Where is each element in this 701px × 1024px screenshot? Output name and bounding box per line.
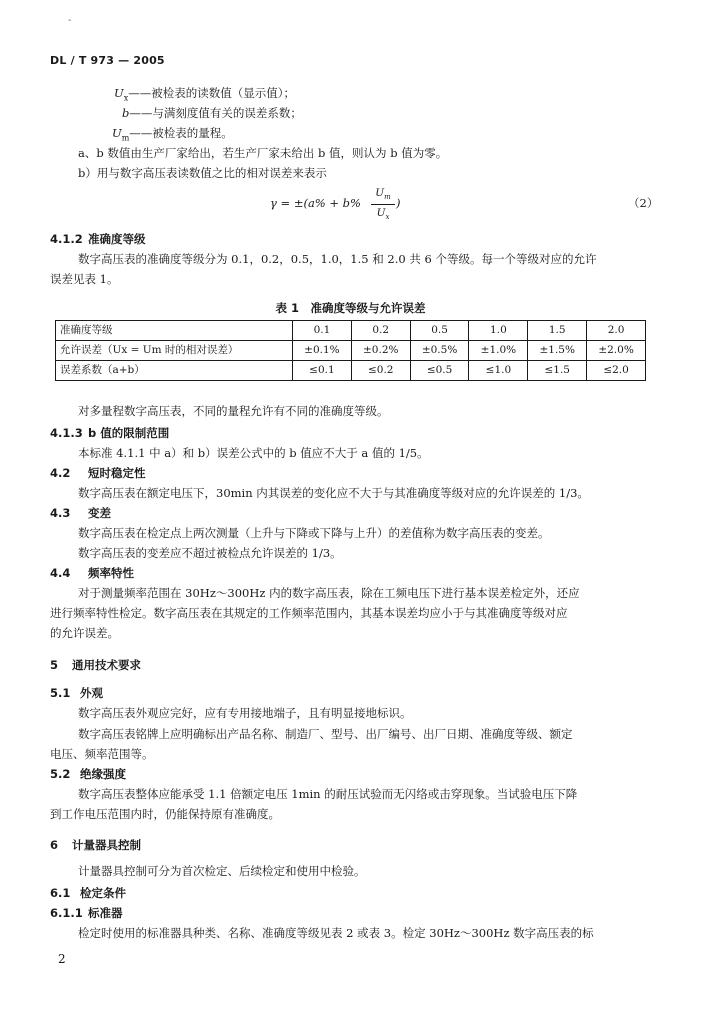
paragraph-ab-values: a、b 数值由生产厂家给出，若生产厂家未给出 b 值，则认为 b 值为零。	[78, 146, 448, 160]
table-cell: ±0.5%	[410, 341, 469, 361]
formula-2	[270, 186, 470, 226]
paragraph-b-relative: b）用与数字高压表读数值之比的相对误差来表示	[78, 166, 327, 180]
table-cell: ±1.5%	[528, 341, 587, 361]
section-4-1-2-text-cont: 误差见表 1。	[50, 272, 119, 286]
formula-fraction	[371, 186, 395, 222]
section-4-1-2-heading: 4.1.2 准确度等级	[50, 232, 146, 246]
table-cell: 1.5	[528, 321, 587, 341]
multi-range-note: 对多量程数字高压表，不同的量程允许有不同的准确度等级。	[78, 404, 389, 418]
section-6-1-heading: 6.1 检定条件	[50, 886, 126, 900]
table-cell: ±0.2%	[351, 341, 410, 361]
table-row	[56, 321, 646, 341]
table-1-caption: 表 1 准确度等级与允许误差	[275, 301, 426, 315]
table-cell: 0.2	[351, 321, 410, 341]
symbol-subscript: m	[121, 133, 130, 143]
section-4-1-2-text: 数字高压表的准确度等级分为 0.1，0.2，0.5，1.0，1.5 和 2.0 共 6 个等级。每一个等级对应的允许	[78, 252, 597, 266]
section-6-heading: 6 计量器具控制	[50, 838, 141, 852]
symbol: b	[122, 106, 130, 120]
table-row-label: 误差系数（a+b）	[56, 361, 293, 381]
section-4-3-heading: 4.3 变差	[50, 506, 111, 520]
symbol-subscript: x	[123, 93, 129, 103]
section-5-1-text-2: 数字高压表铭牌上应明确标出产品名称、制造厂、型号、出厂编号、出厂日期、准确度等级、额定	[78, 727, 573, 741]
table-cell: ≤1.0	[469, 361, 528, 381]
fraction-bar	[371, 204, 395, 205]
section-5-2-text-cont: 到工作电压范围内时，仍能保持原有准确度。	[50, 807, 280, 821]
section-4-3-text-2: 数字高压表的变差应不超过被检点允许误差的 1/3。	[78, 546, 342, 560]
table-cell: 0.5	[410, 321, 469, 341]
section-5-heading: 5 通用技术要求	[50, 658, 141, 672]
table-cell: ≤1.5	[528, 361, 587, 381]
section-6-1-1-heading: 6.1.1 标准器	[50, 906, 123, 920]
table-1	[55, 320, 646, 381]
section-6-text: 计量器具控制可分为首次检定、后续检定和使用中检验。	[78, 864, 366, 878]
fraction-numerator: $U_m$	[375, 187, 391, 202]
section-5-1-text-cont: 电压、频率范围等。	[50, 747, 154, 761]
equation-number: （2）	[628, 196, 659, 210]
definition-text: ——被检表的量程。	[129, 126, 233, 140]
section-6-1-1-text: 检定时使用的标准器具种类、名称、准确度等级见表 2 或表 3。检定 30Hz～300Hz 数字高压表的标	[78, 926, 594, 940]
definition-um	[112, 126, 233, 144]
table-cell: ±2.0%	[587, 341, 646, 361]
section-4-2-heading: 4.2 短时稳定性	[50, 466, 146, 480]
table-cell: 0.1	[293, 321, 352, 341]
table-cell: ±0.1%	[293, 341, 352, 361]
table-cell: ≤0.2	[351, 361, 410, 381]
symbol: U	[114, 86, 124, 100]
scan-mark: -	[68, 15, 72, 26]
section-5-1-text: 数字高压表外观应完好，应有专用接地端子，且有明显接地标识。	[78, 706, 412, 720]
definition-ux	[114, 86, 295, 104]
table-cell: ≤2.0	[587, 361, 646, 381]
section-4-1-3-text: 本标准 4.1.1 中 a）和 b）误差公式中的 b 值应不大于 a 值的 1/5。	[78, 446, 429, 460]
table-cell: ±1.0%	[469, 341, 528, 361]
fraction-denominator: $U_x$	[376, 206, 390, 221]
table-row	[56, 361, 646, 381]
table-cell: ≤0.5	[410, 361, 469, 381]
table-row-label: 允许误差（Ux = Um 时的相对误差）	[56, 341, 293, 361]
definition-b	[122, 106, 302, 122]
section-4-3-text: 数字高压表在检定点上两次测量（上升与下降或下降与上升）的差值称为数字高压表的变差。	[78, 526, 550, 540]
table-row	[56, 341, 646, 361]
table-row-label: 准确度等级	[56, 321, 293, 341]
definition-text: ——被检表的读数值（显示值）；	[128, 86, 295, 100]
page-number: 2	[58, 952, 66, 966]
section-5-1-heading: 5.1 外观	[50, 686, 103, 700]
symbol: U	[112, 126, 122, 140]
section-4-1-3-heading: 4.1.3 b 值的限制范围	[50, 426, 170, 440]
table-cell: 2.0	[587, 321, 646, 341]
section-4-2-text: 数字高压表在额定电压下，30min 内其误差的变化应不大于与其准确度等级对应的允许误差的 1/3。	[78, 486, 589, 500]
section-5-2-text: 数字高压表整体应能承受 1.1 倍额定电压 1min 的耐压试验而无闪络或击穿现象。当试验电压下降	[78, 787, 578, 801]
table-cell: 1.0	[469, 321, 528, 341]
formula-close-paren: )	[396, 196, 401, 210]
section-4-4-heading: 4.4 频率特性	[50, 566, 134, 580]
definition-text: ——与满刻度值有关的误差系数；	[129, 106, 302, 120]
section-4-4-text-cont-2: 的允许误差。	[50, 626, 119, 640]
table-cell: ≤0.1	[293, 361, 352, 381]
formula-lhs: γ = ±(a% + b%	[270, 196, 361, 210]
section-4-4-text-cont: 进行频率特性检定。数字高压表在其规定的工作频率范围内，其基本误差均应小于与其准确度等级对应	[50, 606, 568, 620]
section-4-4-text: 对于测量频率范围在 30Hz～300Hz 内的数字高压表，除在工频电压下进行基本误差检定外，还应	[78, 586, 580, 600]
document-header: DL / T 973 — 2005	[50, 54, 165, 67]
section-5-2-heading: 5.2 绝缘强度	[50, 767, 126, 781]
